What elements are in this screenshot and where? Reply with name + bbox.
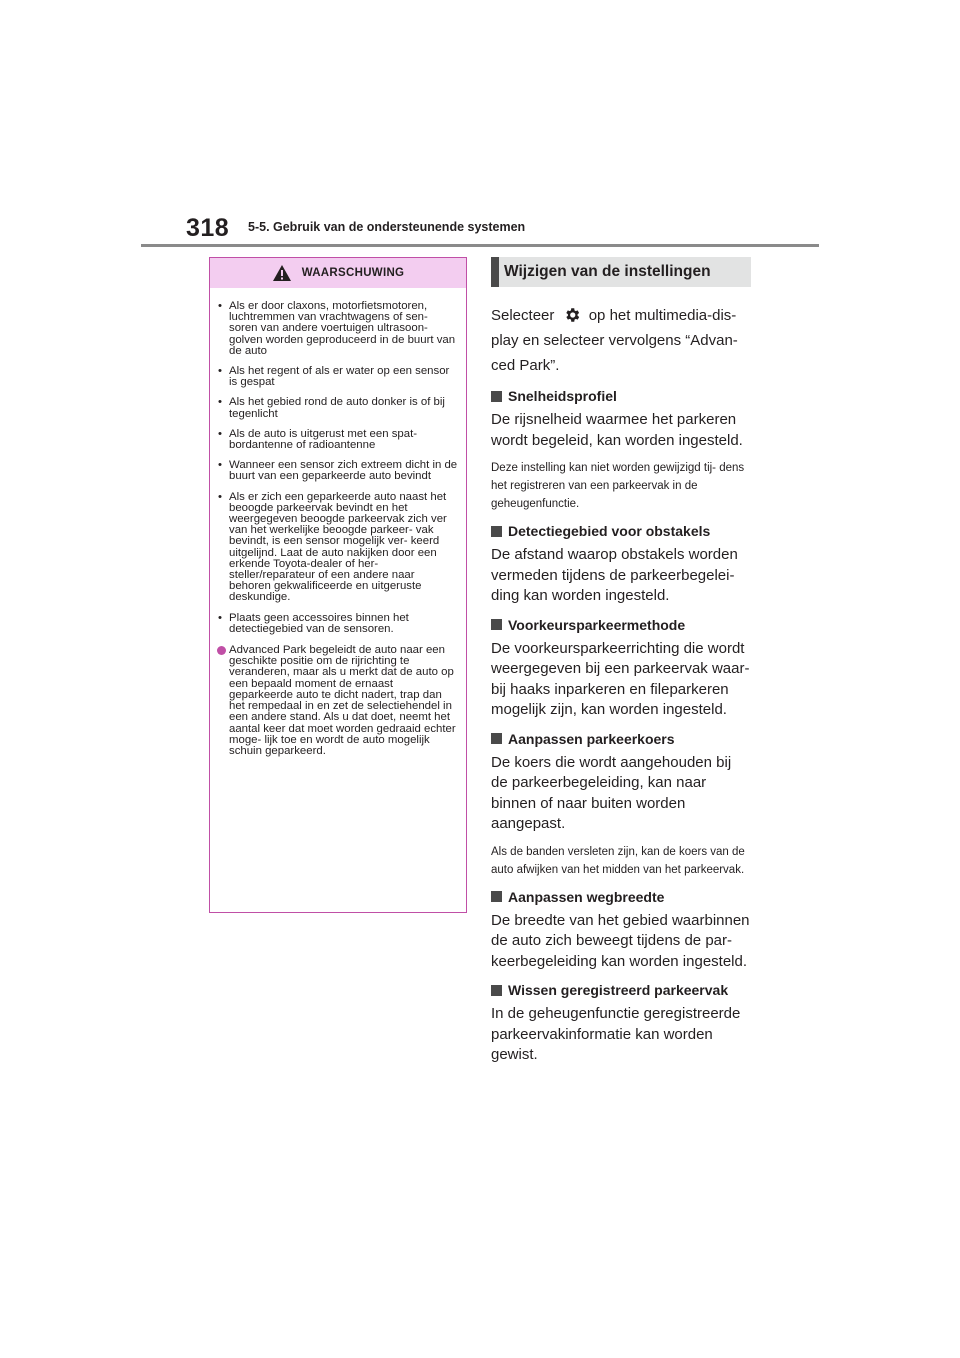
section-body: De rijsnelheid waarmee het parkeren wordt begeleid, kan worden ingesteld. <box>491 411 743 449</box>
section-heading-text: Aanpassen wegbreedte <box>508 888 665 905</box>
warning-item: • Als er zich een geparkeerde auto naast het beoogde parkeervak bevindt en het weergegeven beoogde parkeervak zich ver van het werkelijke beoogde parkeer- vak bevindt, is een sensor mogelijk ver- keerd uitgelijnd. Laat de auto nakijken door een erkende Toyota-dealer of her- steller/reparateur of een andere naar behoren gekwalificeerde en uitgeruste deskundige. <box>218 492 458 604</box>
intro-text-after: op het multimedia-dis- play en selecteer vervolgens “Advan- ced Park”. <box>491 307 738 374</box>
section-body: De breedte van het gebied waarbinnen de auto zich beweegt tijdens de par- keerbegeleiding kan worden ingesteld. <box>491 911 750 970</box>
square-bullet-icon <box>491 391 502 402</box>
warning-item: • Als de auto is uitgerust met een spat- bordantenne of radioantenne <box>218 429 458 451</box>
warning-triangle-icon <box>272 264 292 282</box>
page-number: 318 <box>186 214 230 242</box>
warning-header <box>210 258 466 288</box>
section-heading-text: Snelheidsprofiel <box>508 388 617 404</box>
section-heading <box>491 887 751 907</box>
section-note: Deze instelling kan niet worden gewijzigd tij- dens het registreren van een parkeervak in de geheugenfunctie. <box>491 462 745 510</box>
warning-item: • Plaats geen accessoires binnen het detectiegebied van de sensoren. <box>218 613 458 635</box>
section-heading <box>491 521 751 541</box>
warning-title: WAARSCHUWING <box>301 267 405 279</box>
square-bullet-icon <box>491 733 502 744</box>
warning-item: • Als er door claxons, motorfietsmotoren, luchtremmen van vrachtwagens of sen- soren van andere voertuigen ultrasoon- golven worden geproduceerd in de buurt van de auto <box>218 301 458 357</box>
section-body: In de geheugenfunctie geregistreerde parkeervakinformatie kan worden gewist. <box>491 1005 741 1063</box>
section-heading <box>491 980 751 1000</box>
section-header: 5-5. Gebruik van de ondersteunende systemen <box>248 220 526 234</box>
square-bullet-icon <box>491 526 502 537</box>
gear-icon <box>563 306 581 324</box>
warning-item: • Wanneer een sensor zich extreem dicht in de buurt van een geparkeerde auto bevindt <box>218 460 458 482</box>
section-heading-text: Voorkeursparkeermethode <box>508 616 686 633</box>
section-body: De afstand waarop obstakels worden vermeden tijdens de parkeerbegelei- ding kan worden ingesteld. <box>491 546 738 604</box>
section-heading <box>491 729 751 749</box>
header-rule <box>141 244 819 247</box>
warning-note <box>210 645 466 757</box>
section-heading-text: Detectiegebied voor obstakels <box>508 523 711 539</box>
settings-intro <box>491 303 751 378</box>
warning-item: • Als het regent of als er water op een sensor is gespat <box>218 366 458 388</box>
section-body: De koers die wordt aangehouden bij de parkeerbegeleiding, kan naar binnen of naar buiten worden aangepast. <box>491 753 732 832</box>
section-heading-text: Aanpassen parkeerkoers <box>508 730 675 747</box>
warning-list <box>210 288 466 635</box>
warning-item: • Als het gebied rond de auto donker is of bij tegenlicht <box>218 397 458 419</box>
warning-note-text: Advanced Park begeleidt de auto naar een geschikte positie om de rijrichting te veranderen, maar als u merkt dat de auto op een bepaald moment de ernaast geparkeerde auto te dicht nadert, trap dan het rempedaal in en zet de selectiehendel in een andere stand. Als u dat doet, neemt het aantal keer dat moet worden gedraaid echter moge- lijk toe en wordt de auto mogelijk schuin geparkeerd. <box>229 644 456 757</box>
square-bullet-icon <box>491 891 502 902</box>
intro-text-before: Selecteer <box>491 307 555 324</box>
section-heading <box>491 615 751 635</box>
settings-title: Wijzigen van de instellingen <box>491 257 751 287</box>
section-note: Als de banden versleten zijn, kan de koers van de auto afwijken van het midden van het parkeervak. <box>491 845 745 876</box>
square-bullet-icon <box>491 985 502 996</box>
section-heading <box>491 386 751 406</box>
note-dot-icon <box>217 646 226 655</box>
square-bullet-icon <box>491 619 502 630</box>
warning-box <box>209 257 467 913</box>
section-heading-text: Wissen geregistreerd parkeervak <box>508 982 729 998</box>
settings-column <box>491 257 751 1066</box>
section-body: De voorkeursparkeerrichting die wordt weergegeven bij een parkeervak waar- bij haaks inparkeren en fileparkeren mogelijk zijn, kan worden ingesteld. <box>491 639 750 718</box>
